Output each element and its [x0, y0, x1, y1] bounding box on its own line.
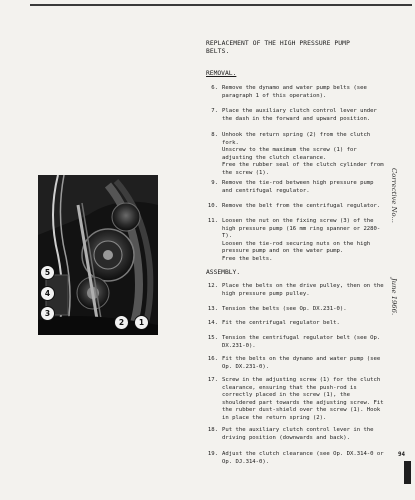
step-text: Remove the dynamo and water pump belts (see paragraph 1 of this operation).: [222, 85, 367, 99]
step-text: Remove the tie-rod between high pressure pump and centrifugal regulator.: [222, 180, 374, 194]
step-number: 11.: [207, 218, 218, 224]
step-text: Remove the belt from the centrifugal regulator.: [222, 203, 381, 209]
callout-4: 4: [40, 286, 55, 301]
step-number: 9.: [211, 180, 218, 186]
step-number: 15.: [207, 335, 218, 341]
step-text: Screw in the adjusting screw (1) for the clutch clearance, ensuring that the push-rod is correctly placed in the screw (1), the shouldered part towards the adjusting screw. Fit the rubber dust-shield over the screw (1). Hook in place the return spring (2).: [222, 377, 384, 421]
step-number: 13.: [207, 306, 218, 312]
step-text: Tension the centrifugal regulator belt (see Op. DX.231-0).: [222, 335, 381, 349]
step-number: 19.: [207, 451, 218, 457]
step-number: 7.: [211, 108, 218, 114]
page-number: 94: [398, 452, 405, 458]
callout-2: 2: [114, 315, 129, 330]
corrective-label: Corrective No...: [390, 168, 398, 223]
callout-3: 3: [40, 306, 55, 321]
step-text: Fit the belts on the dynamo and water pump (see Op. DX.231-0).: [222, 356, 381, 370]
step-number: 12.: [207, 283, 218, 289]
section-title: REPLACEMENT OF THE HIGH PRESSURE PUMP BELTS.: [206, 40, 350, 56]
step-text: Put the auxiliary clutch control lever in the driving position (downwards and back).: [222, 427, 374, 441]
step-text: Place the auxiliary clutch control lever under the dash in the forward and upward position.: [222, 108, 377, 122]
date-label: June 1966.: [390, 278, 398, 316]
step-number: 18.: [207, 427, 218, 433]
top-rule: [30, 4, 412, 6]
step-number: 6.: [211, 85, 218, 91]
assembly-heading: ASSEMBLY.: [206, 269, 241, 276]
callout-1: 1: [134, 315, 149, 330]
step-text: Fit the centrifugal regulator belt.: [222, 320, 340, 326]
callout-5: 5: [40, 265, 55, 280]
step-text: Adjust the clutch clearance (see Op. DX.314-0 or Op. DJ.314-0).: [222, 451, 384, 465]
step-text: Place the belts on the drive pulley, then on the high pressure pump pulley.: [222, 283, 384, 297]
step-text: Loosen the nut on the fixing screw (3) of the high pressure pump (16 mm ring spanner or 2280-T). Loosen the tie-rod securing nuts on the high pressure pump and on the water pump. Free the belts.: [222, 218, 381, 262]
step-number: 17.: [207, 377, 218, 383]
step-number: 14.: [207, 320, 218, 326]
page-tab-marker: [404, 461, 411, 484]
step-number: 10.: [207, 203, 218, 209]
engine-photo: [38, 175, 158, 335]
step-text: Unhook the return spring (2) from the clutch fork. Unscrew to the maximum the screw (1) for adjusting the clutch clearance. Free the rubber seal of the clutch cylinder from the screw (1).: [222, 132, 384, 176]
removal-heading: REMOVAL.: [206, 70, 237, 77]
step-text: Tension the belts (see Op. DX.231-0).: [222, 306, 347, 312]
step-number: 16.: [207, 356, 218, 362]
step-number: 8.: [211, 132, 218, 138]
